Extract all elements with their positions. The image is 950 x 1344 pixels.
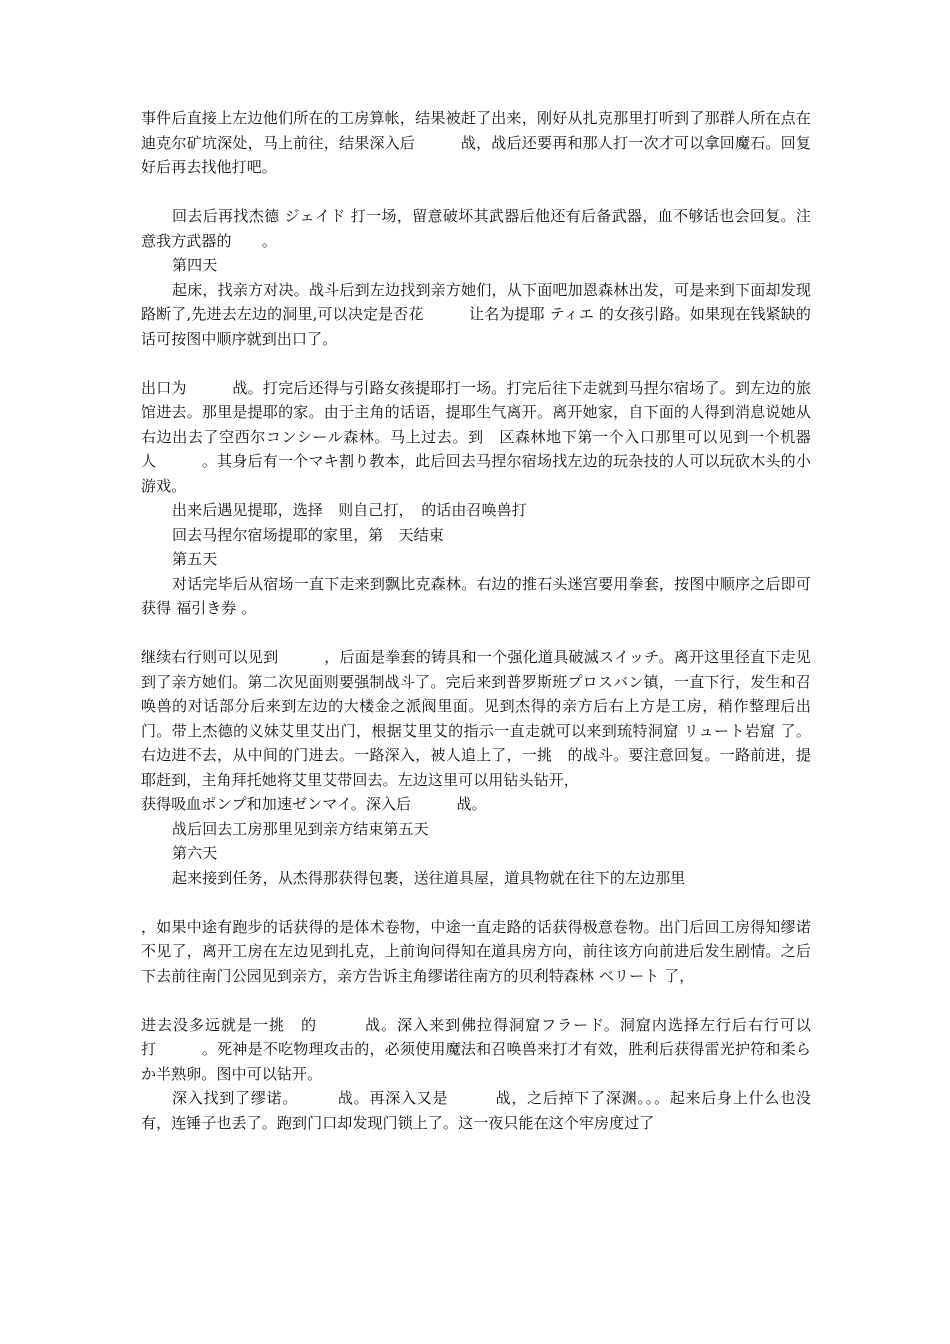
paragraph: 进去没多远就是一挑 的 战。深入来到佛拉得洞窟フラード。洞窟内选择左行后右行可以打 。死神是不吃物理攻击的，必须使用魔法和召唤兽来打才有效，胜利后获得雷光护符和柔らか半熟卵。图中可以钻开。	[141, 1015, 811, 1083]
day-heading: 第五天	[172, 550, 218, 568]
paragraph-spacer	[141, 180, 811, 205]
day-heading: 第四天	[172, 256, 218, 274]
paragraph: 战后回去工房那里见到亲方结束第五天	[172, 819, 429, 838]
paragraph: ，如果中途有跑步的话获得的是体术卷物，中途一直走路的话获得极意卷物。出门后回工房得知缪诺不见了，离开工房在左边见到扎克，上前询问得知在道具房方向，前往该方向前进后发生剧情。之后下去前往南门公园见到亲方，亲方告诉主角缪诺往南方的贝利特森林 ベリート 了，	[141, 917, 811, 985]
paragraph-spacer	[141, 621, 811, 646]
paragraph: 深入找到了缪诺。 战。再深入又是 战，之后掉下了深渊。。。起来后身上什么也没有，连锤子也丢了。跑到门口却发现门锁上了。这一夜只能在这个牢房度过了	[141, 1089, 811, 1132]
document-body	[141, 106, 811, 1135]
paragraph: 继续右行则可以见到 ，后面是拳套的铸具和一个强化道具破滅スイッチ。离开这里径直下走见到了亲方她们。第二次见面则要强制战斗了。完后来到普罗斯班プロスバン镇，一直下行，发生和召唤兽的对话部分后来到左边的大楼金之派阀里面。见到杰得的亲方后右上方是工房，稍作整理后出门。带上杰德的义妹艾里艾出门，根据艾里艾的指示一直走就可以来到琉特洞窟 リュート岩窟 了。右边进不去，从中间的门进去。一路深入，被人追上了，一挑 的战斗。要注意回复。一路前进，提耶赶到，主角拜托她将艾里艾带回去。左边这里可以用钻头钻开，	[141, 648, 811, 789]
paragraph: 回去马捏尔宿场提耶的家里，第 天结束	[172, 525, 444, 544]
paragraph: 出来后遇见提耶，选择 则自己打， 的话由召唤兽打	[172, 501, 527, 519]
day-heading: 第六天	[172, 844, 218, 862]
paragraph: 对话完毕后从宿场一直下走来到飘比克森林。右边的推石头迷宫要用拳套，按图中顺序之后即可获得 福引き券 。	[141, 574, 811, 617]
paragraph: 起床，找亲方对决。战斗后到左边找到亲方她们，从下面吧加恩森林出发，可是来到下面却发现路断了,先进去左边的洞里,可以决定是否花 让名为提耶 ティエ 的女孩引路。如果现在钱紧缺的话可按图中顺序就到出口了。	[141, 280, 811, 348]
paragraph-spacer	[141, 351, 811, 376]
paragraph: 起来接到任务，从杰得那获得包裹，送往道具屋，道具物就在往下的左边那里	[172, 868, 686, 887]
paragraph: 回去后再找杰德 ジェイド 打一场，留意破坏其武器后他还有后备武器，血不够话也会回复。注意我方武器的 。	[141, 207, 811, 250]
paragraph-spacer	[141, 890, 811, 915]
paragraph: 事件后直接上左边他们所在的工房算帐，结果被赶了出来，刚好从扎克那里打听到了那群人所在点在迪克尔矿坑深处，马上前往，结果深入后 战，战后还要再和那人打一次才可以拿回魔石。回复好后再去找他打吧。	[141, 109, 811, 176]
paragraph-spacer	[141, 988, 811, 1013]
paragraph: 获得吸血ポンプ和加速ゼンマイ。深入后 战。	[141, 795, 487, 813]
paragraph: 出口为 战。打完后还得与引路女孩提耶打一场。打完后往下走就到马捏尔宿场了。到左边的旅馆进去。那里是提耶的家。由于主角的话语，提耶生气离开。离开她家，自下面的人得到消息说她从右边出去了空西尔コンシール森林。马上过去。到 区森林地下第一个入口那里可以见到一个机器人 。其身后有一个マキ割り教本，此后回去马捏尔宿场找左边的玩杂技的人可以玩砍木头的小游戏。	[141, 378, 811, 495]
